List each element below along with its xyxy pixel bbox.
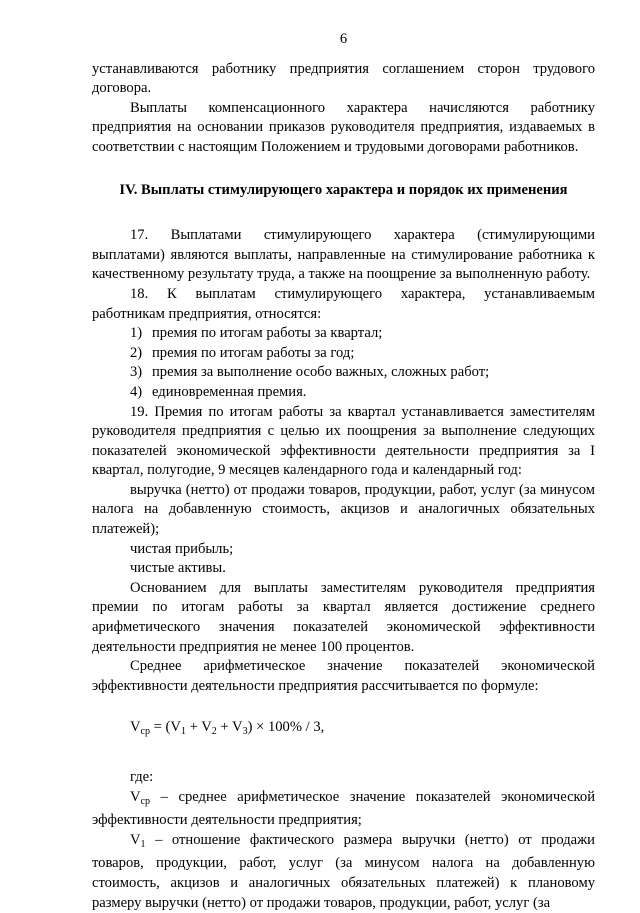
list-item: 3) премия за выполнение особо важных, сложных работ; [130, 364, 490, 381]
paragraph-basis: Основанием для выплаты заместителям руководителя предприятия премии по итогам работы за квартал является достижение среднего арифметического значения показателей экономической эффективности деятельности предприятия не менее 100 процентов. [92, 579, 595, 655]
paragraph-18: 18. К выплатам стимулирующего характера, устанавливаемым работникам предприятия, относятся: [92, 285, 595, 322]
paragraph-compensation: Выплаты компенсационного характера начисляются работнику предприятия на основании приказов руководителя предприятия, издаваемых в соответствии с настоящим Положением и трудовыми договорами работников. [92, 99, 595, 155]
indicator-net-profit: чистая прибыль; [130, 540, 234, 557]
definition-vsr: $V_{ср}$ – среднее арифметическое значение показателей экономической эффективности деятельности предприятия; [92, 788, 595, 829]
list-item: 2) премия по итогам работы за год; [130, 344, 355, 361]
page-number: 6 [339, 31, 348, 47]
definition-v1: $V_1$ – отношение фактического размера выручки (нетто) от продажи товаров, продукции, работ, услуг (за минусом налога на добавленную стоимость, акцизов и аналогичных обязательных платежей) к плановому размеру выручки (нетто) от продажи товаров, продукции, работ, услуг (за [92, 831, 595, 911]
indicator-net-assets: чистые активы. [130, 560, 226, 577]
paragraph-19: 19. Премия по итогам работы за квартал устанавливается заместителям руководителя предприятия с целью их поощрения за выполнение следующих показателей экономической эффективности деятельности предприятия за I квартал, полугодие, 9 месяцев календарного года и календарный год: [92, 403, 595, 479]
document-page [92, 30, 595, 913]
incentive-list [92, 324, 595, 402]
indicator-revenue: выручка (нетто) от продажи товаров, продукции, работ, услуг (за минусом налога на добавленную стоимость, акцизов и аналогичных обязательных платежей); [92, 481, 595, 538]
where-label: где: [130, 769, 154, 785]
list-item: 4) единовременная премия. [130, 383, 307, 400]
paragraph-continuation: устанавливаются работнику предприятия соглашением сторон трудового договора. [92, 60, 595, 97]
paragraph-average: Среднее арифметическое значение показателей экономической эффективности деятельности предприятия рассчитывается по формуле: [92, 658, 595, 694]
section-heading: IV. Выплаты стимулирующего характера и порядок их применения [119, 181, 568, 198]
paragraph-17: 17. Выплатами стимулирующего характера (стимулирующими выплатами) являются выплаты, направленные на стимулирование работника к качественному результату труда, а также на поощрение за выполненную работу. [92, 227, 595, 283]
formula: $V_{ср} = (V_1 + V_2 + V_3) \times 100\% / 3$, [130, 719, 325, 738]
list-item: 1) премия по итогам работы за квартал; [130, 325, 383, 342]
